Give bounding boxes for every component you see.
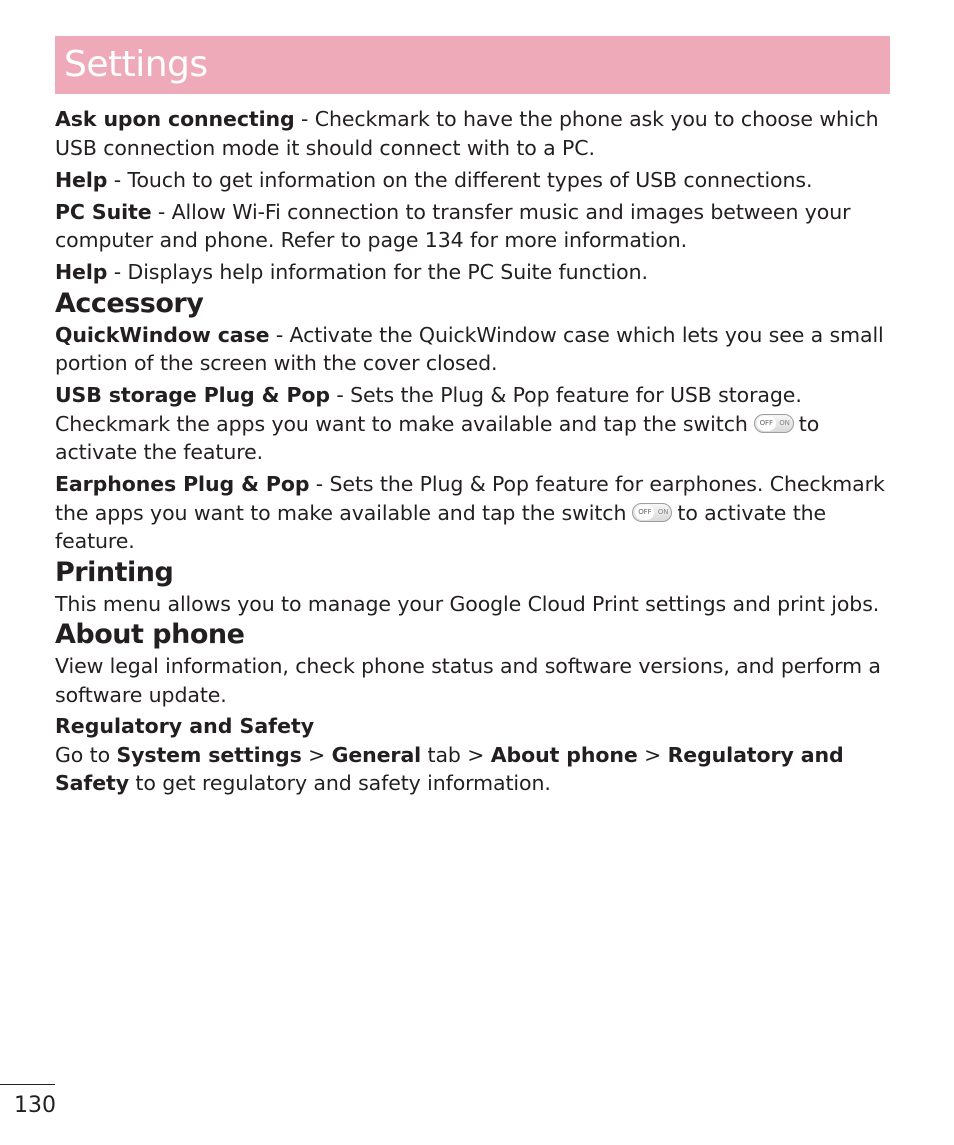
item-term: USB storage Plug & Pop — [55, 383, 330, 407]
off-on-switch-icon — [754, 414, 794, 433]
switch-off-label: OFF — [757, 416, 776, 431]
path-suffix: to get regulatory and safety information. — [128, 771, 551, 795]
printing-heading: Printing — [55, 556, 174, 588]
item-description-end: to activate the feature. — [55, 411, 820, 464]
path-system-settings: System settings — [116, 742, 302, 767]
switch-on-label: ON — [657, 507, 669, 516]
usb-storage-plug-pop-item — [55, 381, 895, 467]
about-phone-description: View legal information, check phone status and software versions, and perform a software update. — [55, 654, 881, 707]
page-content — [55, 105, 895, 798]
path-separator: > — [301, 742, 332, 767]
accessory-heading: Accessory — [55, 287, 204, 319]
item-description: - Checkmark to have the phone ask you to choose which USB connection mode it should connect with to a PC. — [55, 107, 879, 160]
path-go-to: Go to — [55, 742, 117, 767]
path-separator: > — [637, 742, 668, 767]
page-header-bar — [55, 36, 890, 94]
item-description: - Activate the QuickWindow case which lets you see a small portion of the screen with the cover closed. — [55, 322, 884, 375]
page-title: Settings — [64, 44, 208, 85]
item-description-end: to activate the feature. — [55, 500, 827, 553]
item-term: PC Suite — [55, 199, 152, 224]
item-term: Ask upon connecting — [55, 107, 295, 131]
pc-suite-item — [55, 198, 895, 255]
path-tab: tab > — [421, 742, 491, 767]
switch-on-label: ON — [779, 418, 790, 427]
about-phone-heading: About phone — [55, 619, 245, 650]
item-term: Help — [55, 260, 108, 284]
page-number: 130 — [14, 1093, 56, 1118]
off-on-switch-icon — [632, 503, 672, 522]
printing-description: This menu allows you to manage your Google Cloud Print settings and print jobs. — [55, 591, 880, 616]
item-description: - Displays help information for the PC Suite function. — [107, 260, 648, 284]
path-about-phone: About phone — [490, 742, 638, 767]
item-description: - Allow Wi-Fi connection to transfer music and images between your computer and phone. Refer to page 134 for more information. — [55, 199, 851, 252]
item-term: Help — [55, 167, 108, 192]
item-term: Earphones Plug & Pop — [55, 472, 310, 496]
usb-help-item — [55, 166, 895, 195]
ask-upon-connecting-item — [55, 105, 895, 162]
item-description: - Sets the Plug & Pop feature for USB storage. Checkmark the apps you want to make available and tap the switch — [55, 383, 802, 436]
earphones-plug-pop-item — [55, 470, 895, 556]
switch-off-label: OFF — [635, 505, 654, 520]
path-general: General — [331, 742, 422, 767]
item-description: - Sets the Plug & Pop feature for earphones. Checkmark the apps you want to make available and tap the switch — [55, 472, 885, 525]
item-term: QuickWindow case — [55, 322, 270, 347]
quickwindow-case-item — [55, 321, 895, 378]
pc-suite-help-item — [55, 258, 895, 287]
page-number-rule — [0, 1084, 55, 1085]
regulatory-safety-subheading: Regulatory and Safety — [55, 714, 315, 738]
item-description: - Touch to get information on the different types of USB connections. — [107, 167, 813, 192]
regulatory-path-text — [55, 741, 895, 798]
path-regulatory-safety: Regulatory and Safety — [55, 742, 844, 795]
